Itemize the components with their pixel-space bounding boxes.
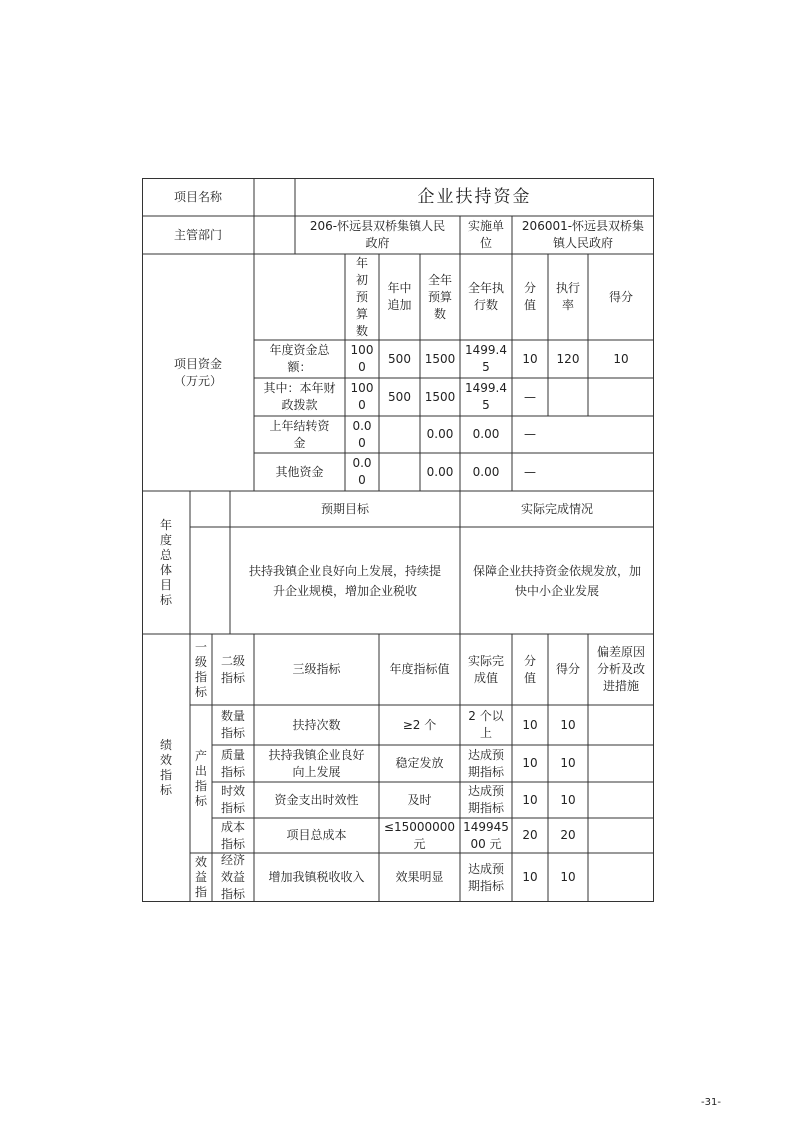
- perf-score-value: 10: [522, 717, 538, 732]
- perf-l3: 资金支出时效性: [274, 792, 359, 807]
- funds-header-full-year-budget: 全年 预算 数: [427, 272, 452, 321]
- perf-label: 绩 效 指 标: [159, 738, 172, 797]
- perf-header-level1: 一 级 指 标: [194, 639, 207, 699]
- perf-score: 10: [560, 792, 576, 807]
- perf-l3: 项目总成本: [286, 828, 347, 842]
- dept-value: 206-怀远县双桥集镇人民 政府: [309, 219, 446, 250]
- funds-cell: 100 0: [350, 381, 374, 412]
- goals-expected-header: 预期目标: [320, 501, 369, 516]
- perf-level1-output: 产 出 指 标: [194, 749, 207, 808]
- goals-expected: 扶持我镇企业良好向上发展，持续提 升企业规模，增加企业税收: [248, 563, 441, 598]
- funds-cell: 10: [522, 351, 538, 366]
- perf-l2: 经济 效益 指标: [220, 853, 245, 901]
- perf-header-score-value: 分 值: [523, 653, 536, 685]
- perf-header-target: 年度指标值: [389, 662, 450, 676]
- performance-table: [142, 178, 654, 902]
- perf-level1-effect: 效 益 指: [194, 855, 207, 899]
- funds-header-score-value: 分 值: [523, 281, 536, 312]
- funds-label: 项目资金 （万元）: [173, 356, 222, 388]
- funds-cell: 100 0: [350, 343, 374, 374]
- perf-header-level3: 三级指标: [292, 662, 341, 676]
- perf-header-score: 得分: [555, 662, 580, 676]
- funds-cell: 1499.4 5: [465, 343, 507, 374]
- perf-score-value: 10: [522, 756, 538, 770]
- funds-row-name: 上年结转资 金: [269, 418, 330, 450]
- funds-cell: 0.0 0: [352, 418, 372, 450]
- funds-row-name: 其中：本年财 政拨款: [263, 381, 336, 412]
- project-name-label: 项目名称: [173, 189, 222, 204]
- funds-header-mid-year-add: 年中 追加: [387, 281, 412, 312]
- funds-cell: 500: [388, 389, 411, 404]
- funds-cell: —: [524, 464, 536, 479]
- funds-header-exec-rate: 执行 率: [555, 281, 580, 312]
- perf-target: ≤15000000 元: [383, 819, 456, 851]
- project-name-value: 企业扶持资金: [417, 186, 532, 207]
- impl-value: 206001-怀远县双桥集 镇人民政府: [521, 219, 645, 250]
- page-number: -31-: [701, 1097, 721, 1108]
- funds-row-name: 其他资金: [275, 464, 324, 479]
- funds-cell: 0.00: [426, 427, 454, 441]
- perf-l3: 扶持我镇企业良好 向上发展: [268, 747, 365, 779]
- perf-header-level2: 二级 指标: [220, 653, 245, 685]
- funds-cell: 0.00: [472, 427, 500, 441]
- funds-header-score: 得分: [608, 289, 633, 304]
- perf-l2: 质量 指标: [220, 747, 245, 779]
- funds-cell: 1500: [424, 351, 456, 366]
- impl-label: 实施单 位: [467, 219, 504, 250]
- perf-score: 10: [560, 870, 576, 884]
- perf-actual: 2 个以 上: [468, 709, 504, 740]
- funds-row-name: 年度资金总 额：: [269, 343, 330, 374]
- goals-actual-header: 实际完成情况: [520, 501, 593, 516]
- funds-cell: —: [524, 427, 536, 441]
- funds-cell: 0.00: [472, 464, 500, 479]
- goals-label: 年 度 总 体 目 标: [159, 517, 172, 607]
- perf-score-value: 20: [522, 828, 538, 842]
- perf-l3: 扶持次数: [292, 717, 341, 732]
- perf-target: 效果明显: [395, 870, 444, 884]
- perf-header-actual: 实际完 成值: [467, 653, 504, 685]
- dept-label: 主管部门: [173, 227, 222, 242]
- perf-l2: 时效 指标: [220, 784, 245, 815]
- perf-score: 10: [560, 717, 576, 732]
- perf-actual: 达成预 期指标: [467, 784, 504, 815]
- perf-score: 10: [560, 756, 576, 770]
- funds-cell: 0.00: [426, 464, 454, 479]
- funds-cell: 500: [388, 351, 411, 366]
- perf-score: 20: [560, 828, 576, 842]
- perf-l2: 成本 指标: [220, 819, 245, 851]
- funds-cell: 120: [556, 351, 580, 366]
- perf-score-value: 10: [522, 870, 538, 884]
- perf-score-value: 10: [522, 792, 538, 807]
- perf-actual: 达成预 期指标: [467, 747, 504, 779]
- perf-actual: 达成预 期指标: [467, 861, 504, 893]
- funds-cell: 10: [613, 351, 629, 366]
- perf-actual: 149945 00 元: [463, 819, 509, 851]
- funds-header-initial-budget: 年 初 预 算 数: [355, 255, 368, 338]
- perf-header-deviation: 偏差原因 分析及改 进措施: [596, 645, 645, 693]
- funds-cell: —: [524, 389, 536, 404]
- perf-target: 及时: [407, 792, 432, 807]
- funds-cell: 0.0 0: [352, 456, 372, 487]
- funds-cell: 1500: [424, 389, 456, 404]
- goals-actual: 保障企业扶持资金依规发放，加 快中小企业发展: [472, 563, 641, 598]
- perf-target: ≥2 个: [402, 717, 437, 732]
- funds-cell: 1499.4 5: [465, 381, 507, 412]
- perf-l3: 增加我镇税收收入: [268, 870, 365, 884]
- perf-target: 稳定发放: [395, 756, 444, 770]
- perf-l2: 数量 指标: [220, 709, 245, 740]
- funds-header-executed: 全年执 行数: [467, 281, 504, 312]
